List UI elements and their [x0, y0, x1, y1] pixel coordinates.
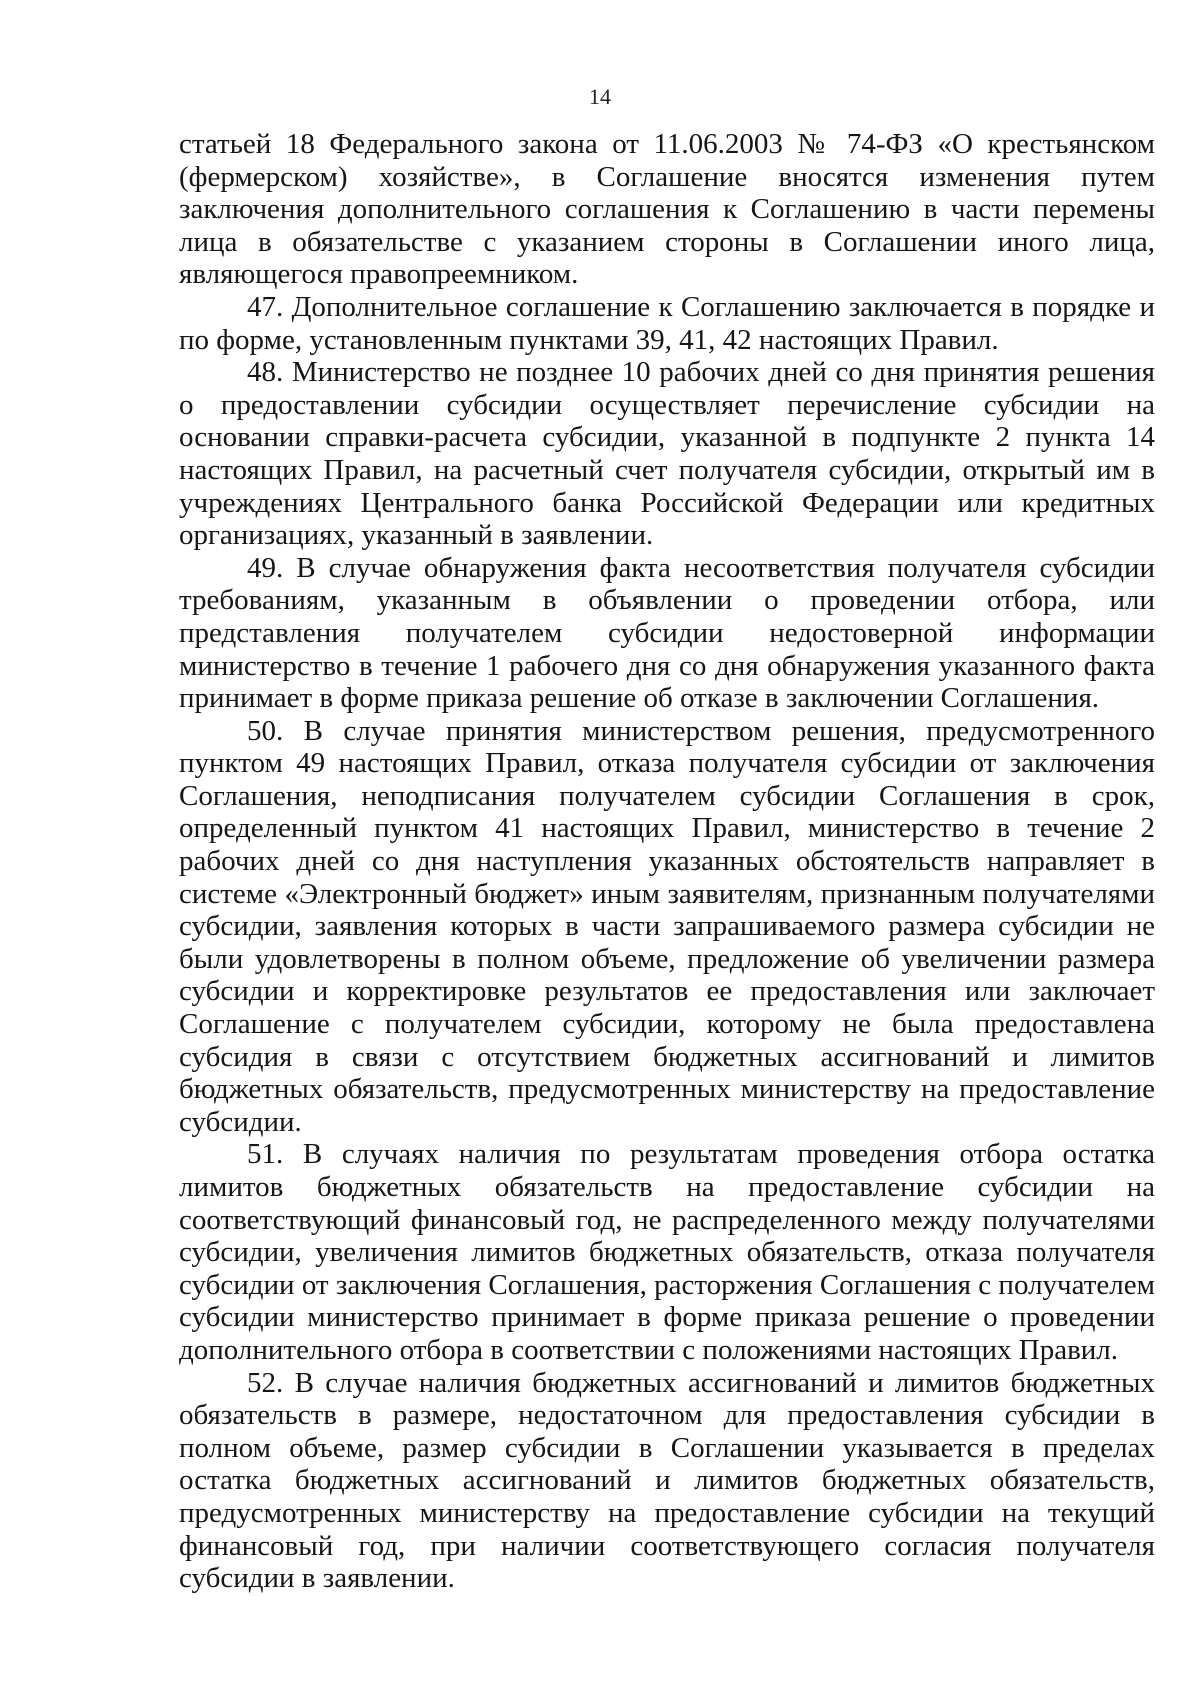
- paragraph-52: [179, 1367, 1155, 1595]
- paragraph-text: В случае обнаружения факта несоответствия получателя субсидии требованиям, указанным в объявлении о проведении отбора, или представления получателем субсидии недостоверной информации министерство в течение 1 рабочего дня со дня обнаружения указанного факта принимает в форме приказа решение об отказе в заключении Соглашения.: [179, 551, 1155, 715]
- paragraph-text: В случае принятия министерством решения, предусмотренного пунктом 49 настоящих Правил, отказа получателя субсидии от заключения Соглашения, неподписания получателем субсидии Соглашения в срок, определенный пунктом 41 настоящих Правил, министерство в течение 2 рабочих дней со дня наступления указанных обстоятельств направляет в системе «Электронный бюджет» иным заявителям, признанным получателями субсидии, заявления которых в части запрашиваемого размера субсидии не были удовлетворены в полном объеме, предложение об увеличении размера субсидии и корректировке результатов ее предоставления или заключает Соглашение с получателем субсидии, которому не была предоставлена субсидия в связи с отсутствием бюджетных ассигнований и лимитов бюджетных обязательств, предусмотренных министерству на предоставление субсидии.: [179, 714, 1155, 1138]
- paragraph-51: [179, 1138, 1155, 1366]
- paragraph-text: Министерство не позднее 10 рабочих дней со дня принятия решения о предоставлении субсидии осуществляет перечисление субсидии на основании справки-расчета субсидии, указанной в подпункте 2 пункта 14 настоящих Правил, на расчетный счет получателя субсидии, открытый им в учреждениях Центрального банка Российской Федерации или кредитных организациях, указанный в заявлении.: [179, 356, 1156, 552]
- paragraph-text: В случае наличия бюджетных ассигнований и лимитов бюджетных обязательств в размере, недостаточном для предоставления субсидии в полном объеме, размер субсидии в Соглашении указывается в пределах остатка бюджетных ассигнований и лимитов бюджетных обязательств, предусмотренных министерству на предоставление субсидии на текущий финансовый год, при наличии соответствующего согласия получателя субсидии в заявлении.: [179, 1366, 1156, 1595]
- document-body: [179, 128, 1155, 1595]
- page-number: 14: [589, 84, 611, 109]
- paragraph-48: [179, 356, 1155, 552]
- paragraph-text: статьей 18 Федерального закона от 11.06.2003 № 74-ФЗ «О крестьянском (фермерском) хозяйстве», в Соглашение вносятся изменения путем заключения дополнительного соглашения к Соглашению в части перемены лица в обязательстве с указанием стороны в Соглашении иного лица, являющегося правопреемником.: [179, 128, 1155, 291]
- paragraph-continuation: [179, 128, 1155, 291]
- paragraph-49: [179, 552, 1155, 715]
- paragraph-50: [179, 715, 1155, 1139]
- paragraph-number: 51.: [247, 1138, 284, 1171]
- paragraph-number: 52.: [247, 1366, 284, 1399]
- paragraph-number: 48.: [247, 356, 284, 389]
- paragraph-number: 49.: [247, 551, 284, 584]
- paragraph-47: [179, 291, 1155, 356]
- paragraph-text: В случаях наличия по результатам проведения отбора остатка лимитов бюджетных обязательств на предоставление субсидии на соответствующий финансовый год, не распределенного между получателями субсидии, увеличения лимитов бюджетных обязательств, отказа получателя субсидии от заключения Соглашения, расторжения Соглашения с получателем субсидии министерство принимает в форме приказа решение о проведении дополнительного отбора в соответствии с положениями настоящих Правил.: [179, 1138, 1155, 1366]
- paragraph-text: Дополнительное соглашение к Соглашению заключается в порядке и по форме, установленным пунктами 39, 41, 42 настоящих Правил.: [179, 290, 1156, 356]
- paragraph-number: 50.: [247, 714, 284, 747]
- paragraph-number: 47.: [247, 290, 284, 323]
